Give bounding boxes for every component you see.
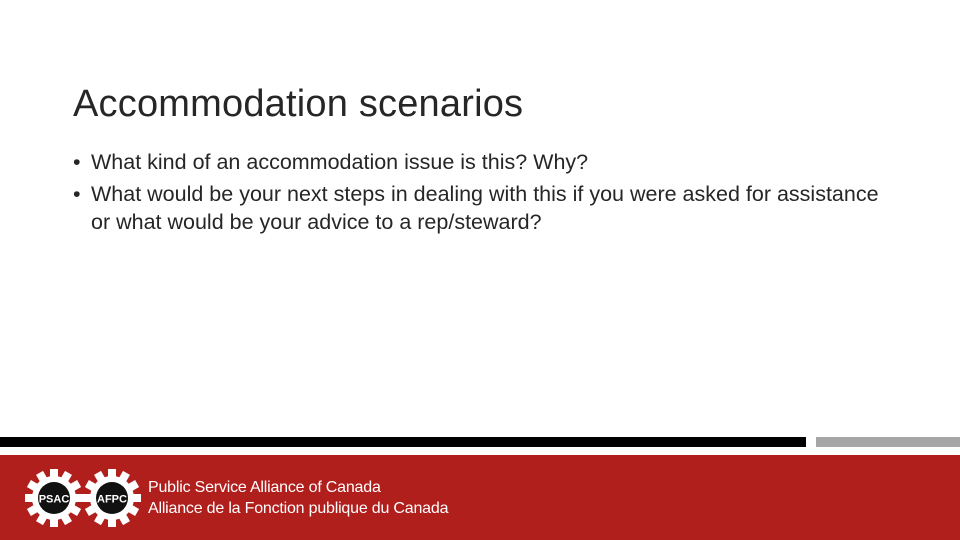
gear-logo-icon [24,467,144,529]
psac-afpc-logo [24,467,144,529]
bullet-item [73,148,893,176]
logo-text-afpc: AFPC [97,493,127,506]
org-name-french: Alliance de la Fonction publique du Canada [148,500,449,517]
bullet-dot: • [73,150,81,174]
bullet-item [73,180,893,236]
footer-banner [0,455,960,540]
divider-bar-black [0,437,806,447]
bullet-text: What kind of an accommodation issue is this? Why? [91,150,589,174]
bullet-text: What would be your next steps in dealing with this if you were asked for assistance or what would be your advice to a rep/steward? [91,182,879,234]
logo-text-psac: PSAC [38,493,70,506]
slide-title: Accommodation scenarios [73,83,524,126]
bullet-dot: • [73,182,81,206]
bullet-list [73,148,893,240]
divider-bar-gray [816,437,960,447]
org-name-english: Public Service Alliance of Canada [148,479,381,496]
organization-names [148,477,448,519]
